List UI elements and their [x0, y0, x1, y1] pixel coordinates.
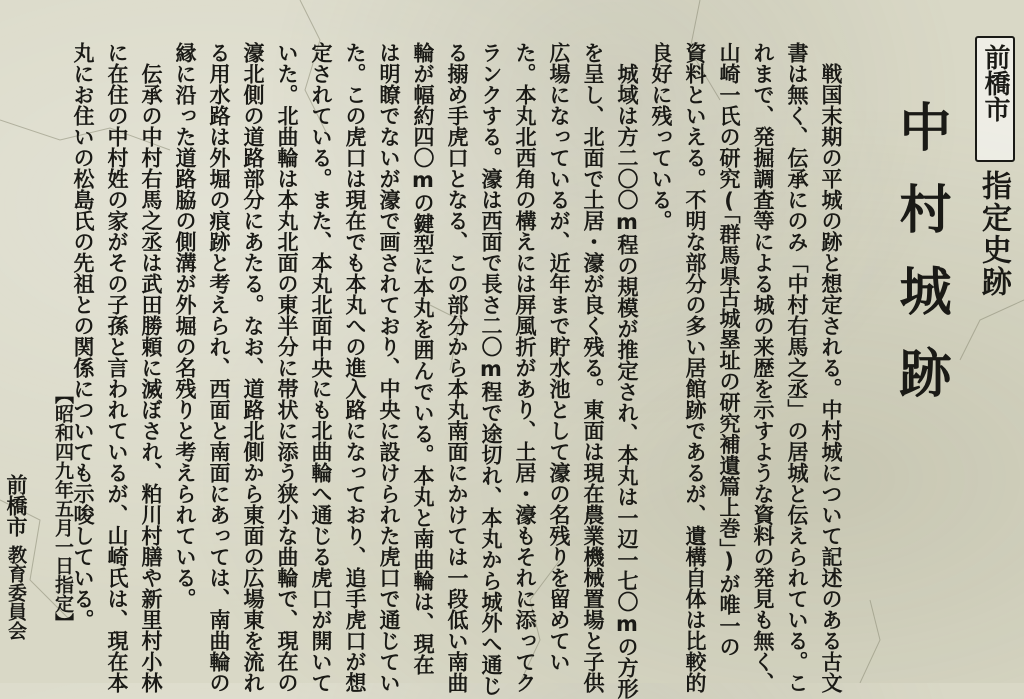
body-line: 山崎一氏の研究(「群馬県古城塁址の研究補遺篇上巻」)が唯一の: [717, 42, 741, 657]
body-text: [66, 42, 848, 699]
body-line: 伝承の中村右馬之丞は武田勝頼に滅ぼされ、粕川村膳や新里村小林: [139, 42, 163, 693]
page-title: 中村城跡: [890, 100, 950, 428]
body-line: た。この虎口は現在でも本丸への進入路になっており、追手虎口が想: [343, 42, 367, 693]
body-line: 広場になっているが、近年まで貯水池として濠の名残りを留めてい: [547, 42, 571, 672]
body-line: 丸にお住いの松島氏の先祖との関係についても示唆している。: [71, 42, 95, 630]
body-line: 城域は方二〇〇m程の規模が推定され、本丸は一辺一七〇mの方形: [615, 42, 639, 699]
organization-label-box: [975, 36, 1015, 162]
body-line: れまで、発掘調査等による城の来歴を示すような資料の発見も無く、: [751, 42, 775, 693]
body-line: 書は無く、伝承にのみ「中村右馬之丞」の居城と伝えられている。こ: [785, 42, 809, 693]
body-line: 資料といえる。不明な部分の多い居館跡であるが、遺構自体は比較的: [683, 42, 707, 693]
body-line: は明瞭でないが濠で画されており、中央に設けられた虎口で通じてい: [377, 42, 401, 693]
body-line: ランクする。濠は西面で長さ二〇m程で途切れ、本丸から城外へ通じ: [479, 42, 503, 696]
body-line: る用水路は外堀の痕跡と考えられ、西面と南面にあっては、南曲輪の: [207, 42, 231, 693]
body-line: 縁に沿った道路脇の側溝が外堀の名残りと考えられている。: [173, 42, 197, 609]
body-line: 良好に残っている。: [649, 42, 673, 231]
body-line: 戦国末期の平城の跡と想定される。中村城について記述のある古文: [819, 42, 843, 693]
designation-label: 指定史跡: [976, 170, 1011, 298]
designation-date: 【昭和四九年五月一日指定】: [52, 385, 74, 632]
body-line: 定されている。また、本丸北面中央にも北曲輪へ通じる虎口が開いて: [309, 42, 333, 693]
issuer-name: 教育委員会: [5, 545, 27, 640]
body-line: 輪が幅約四〇mの鍵型に本丸を囲んでいる。本丸と南曲輪は、現在: [411, 42, 435, 675]
body-line: を呈し、北面で土居・濠が良く残る。東面は現在農業機械置場と子供: [581, 42, 605, 693]
body-line: に在住の中村姓の家がその子孫と言われているが、山崎氏は、現在本: [105, 42, 129, 693]
body-line: る搦め手虎口となる、この部分から本丸南面にかけては一段低い南曲: [445, 42, 469, 693]
organization-label: 前橋市: [980, 44, 1010, 122]
issuer-organization: 前橋市: [4, 474, 28, 537]
body-line: 濠北側の道路部分にあたる。なお、道路北側から東面の広場東を流れ: [241, 42, 265, 693]
body-line: いた。北曲輪は本丸北面の東半分に帯状に添う狭小な曲輪で、現在の: [275, 42, 299, 693]
body-line: た。本丸北西角の構えには屏風折があり、土居・濠もそれに添ってク: [513, 42, 537, 693]
